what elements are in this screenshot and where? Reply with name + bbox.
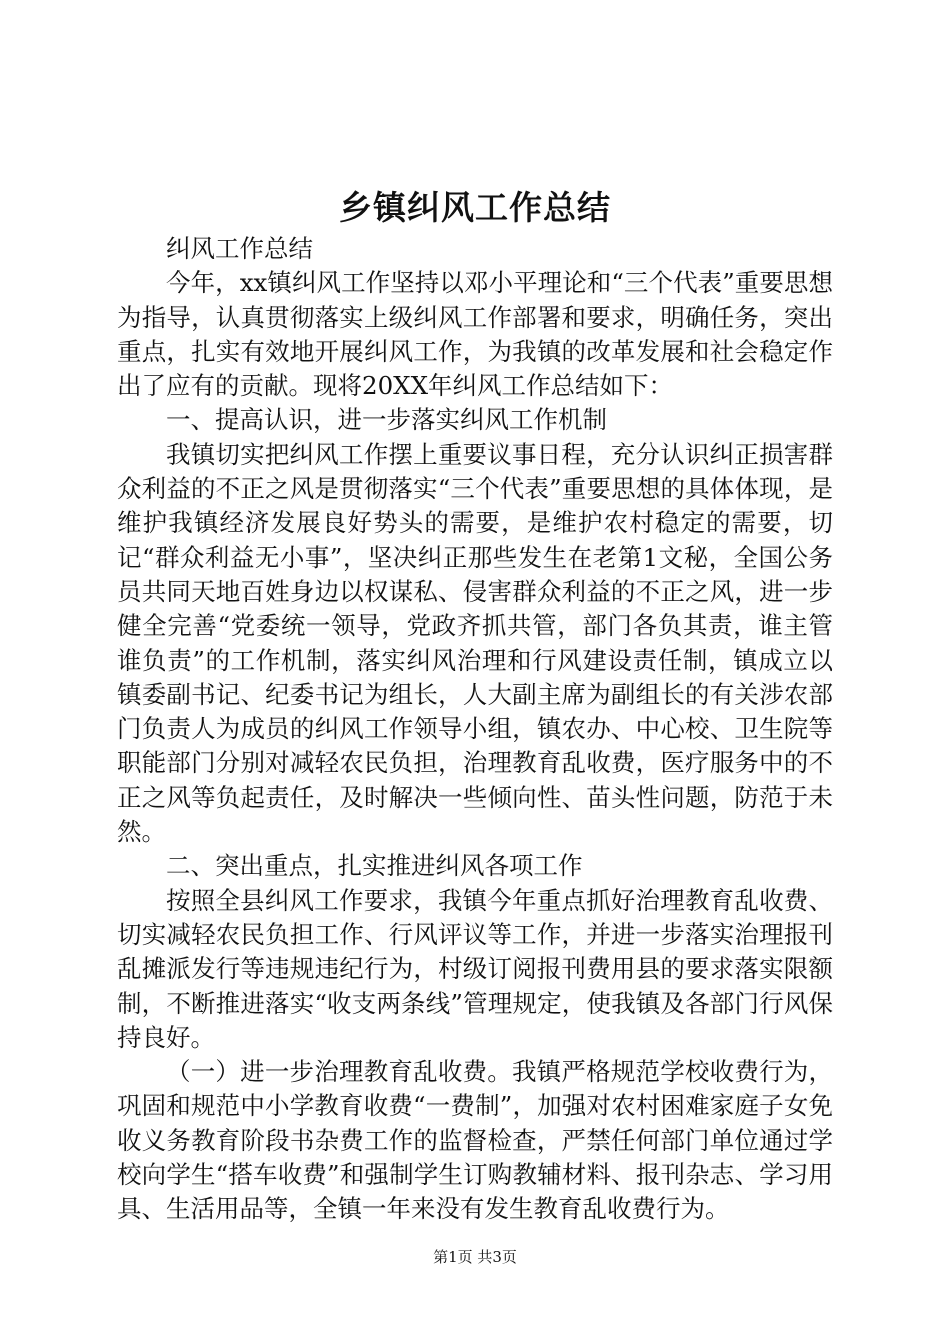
paragraph-subsection-1: （一）进一步治理教育乱收费。我镇严格规范学校收费行为，巩固和规范中小学教育收费“一费制”，加强对农村困难家庭子女免收义务教育阶段书杂费工作的监督检查，严禁任何部门单位通过学校向学生“搭车收费”和强制学生订购教辅材料、报刊杂志、学习用具、生活用品等，全镇一年来没有发生教育乱收费行为。 xyxy=(117,1057,833,1224)
section-heading-1: 一、提高认识，进一步落实纠风工作机制 xyxy=(166,405,607,435)
paragraph-section-2: 按照全县纠风工作要求，我镇今年重点抓好治理教育乱收费、切实减轻农民负担工作、行风评议等工作，并进一步落实治理报刊乱摊派发行等违规违纪行为，村级订阅报刊费用县的要求落实限额制，不断推进落实“收支两条线”管理规定，使我镇及各部门行风保持良好。 xyxy=(117,885,833,1052)
paragraph-section-1: 我镇切实把纠风工作摆上重要议事日程，充分认识纠正损害群众利益的不正之风是贯彻落实“三个代表”重要思想的具体体现，是维护我镇经济发展良好势头的需要，是维护农村稳定的需要，切记“群众利益无小事”，坚决纠正那些发生在老第1文秘，全国公务员共同天地百姓身边以权谋私、侵害群众利益的不正之风，进一步健全完善“党委统一领导，党政齐抓共管，部门各负其责，谁主管谁负责”的工作机制，落实纠风治理和行风建设责任制，镇成立以镇委副书记、纪委书记为组长，人大副主席为副组长的有关涉农部门负责人为成员的纠风工作领导小组，镇农办、中心校、卫生院等职能部门分别对减轻农民负担，治理教育乱收费，医疗服务中的不正之风等负起责任，及时解决一些倾向性、苗头性问题，防范于未然。 xyxy=(117,439,833,847)
document-title: 乡镇纠风工作总结 xyxy=(339,188,611,227)
section-heading-2: 二、突出重点，扎实推进纠风各项工作 xyxy=(166,851,583,881)
paragraph-intro: 今年，xx镇纠风工作坚持以邓小平理论和“三个代表”重要思想为指导，认真贯彻落实上级纠风工作部署和要求，明确任务，突出重点，扎实有效地开展纠风工作，为我镇的改革发展和社会稳定作出了应有的贡献。现将20XX年纠风工作总结如下： xyxy=(117,268,833,401)
paragraph-subtitle: 纠风工作总结 xyxy=(166,234,313,263)
document-body xyxy=(117,232,833,1227)
page-footer: 第1页 共3页 xyxy=(433,1248,517,1266)
